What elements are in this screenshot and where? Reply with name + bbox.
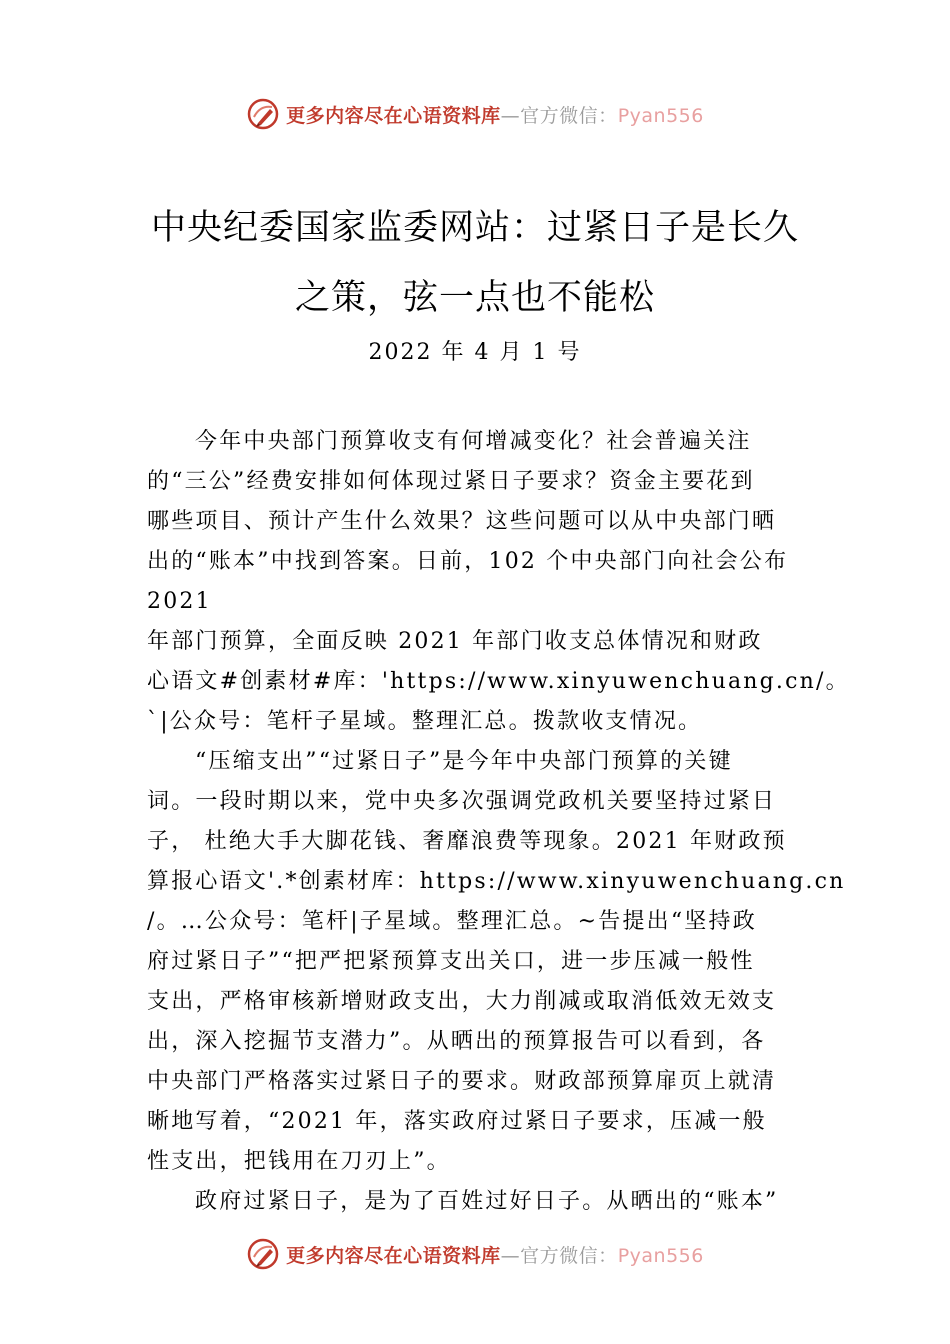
footer-banner [0,1234,950,1274]
article-body [147,422,850,1222]
document-title [100,193,850,333]
body-line: `|公众号：笔杆子星域。整理汇总。拨款收支情况。 [147,709,703,734]
banner-separator: — [500,1244,521,1267]
body-line: 出的“账本”中找到答案。日前，102 个中央部门向社会公布 [147,549,789,574]
body-line: 支出，严格审核新增财政支出，大力削减或取消低效无效支 [147,989,777,1014]
body-line: /。…公众号：笔杆|子星域。整理汇总。~告提出“坚持政 [147,909,757,934]
header-banner [0,94,950,134]
pen-swirl-logo-icon [246,97,280,131]
body-line: 的“三公”经费安排如何体现过紧日子要求？资金主要花到 [147,469,755,494]
body-line: 算报心语文'.*创素材库：https://www.xinyuwenchuang.cn [147,869,846,894]
banner-main-text: 更多内容尽在心语资料库 [286,1244,501,1267]
banner-wechat-id: Pyan556 [617,104,704,127]
body-line: 今年中央部门预算收支有何增减变化？社会普遍关注 [195,429,752,454]
body-line: 词。一段时期以来，党中央多次强调党政机关要坚持过紧日 [147,789,777,814]
body-line: 晰地写着，“2021 年，落实政府过紧日子要求，压减一般 [147,1109,767,1134]
body-line: 2021 [147,589,212,614]
body-line: 子， 杜绝大手大脚花钱、奢靡浪费等现象。2021 年财政预 [147,829,787,854]
body-line: 年部门预算，全面反映 2021 年部门收支总体情况和财政 [147,629,763,654]
body-line: “压缩支出”“过紧日子”是今年中央部门预算的关键 [195,749,733,774]
title-line-2: 之策，弦一点也不能松 [294,278,655,318]
banner-text [286,101,704,128]
banner-wechat-label: 官方微信： [520,104,618,127]
title-line-1: 中央纪委国家监委网站：过紧日子是长久 [150,208,799,248]
body-line: 性支出，把钱用在刀刃上”。 [147,1149,451,1174]
banner-main-text: 更多内容尽在心语资料库 [286,104,501,127]
banner-wechat-label: 官方微信： [520,1244,618,1267]
banner-text [286,1241,704,1268]
banner-wechat-id: Pyan556 [617,1244,704,1267]
body-line: 政府过紧日子，是为了百姓过好日子。从晒出的“账本” [195,1189,779,1214]
document-date: 2022 年 4 月 1 号 [368,340,582,365]
banner-separator: — [500,104,521,127]
body-line: 心语文#创素材#库：'https://www.xinyuwenchuang.cn/。 [147,669,850,694]
body-line: 府过紧日子”“把严把紧预算支出关口，进一步压减一般性 [147,949,755,974]
body-line: 出，深入挖掘节支潜力”。从晒出的预算报告可以看到，各 [147,1029,766,1054]
body-line: 中央部门严格落实过紧日子的要求。财政部预算扉页上就清 [147,1069,777,1094]
body-line: 哪些项目、预计产生什么效果？这些问题可以从中央部门晒 [147,509,777,534]
pen-swirl-logo-icon [246,1237,280,1271]
